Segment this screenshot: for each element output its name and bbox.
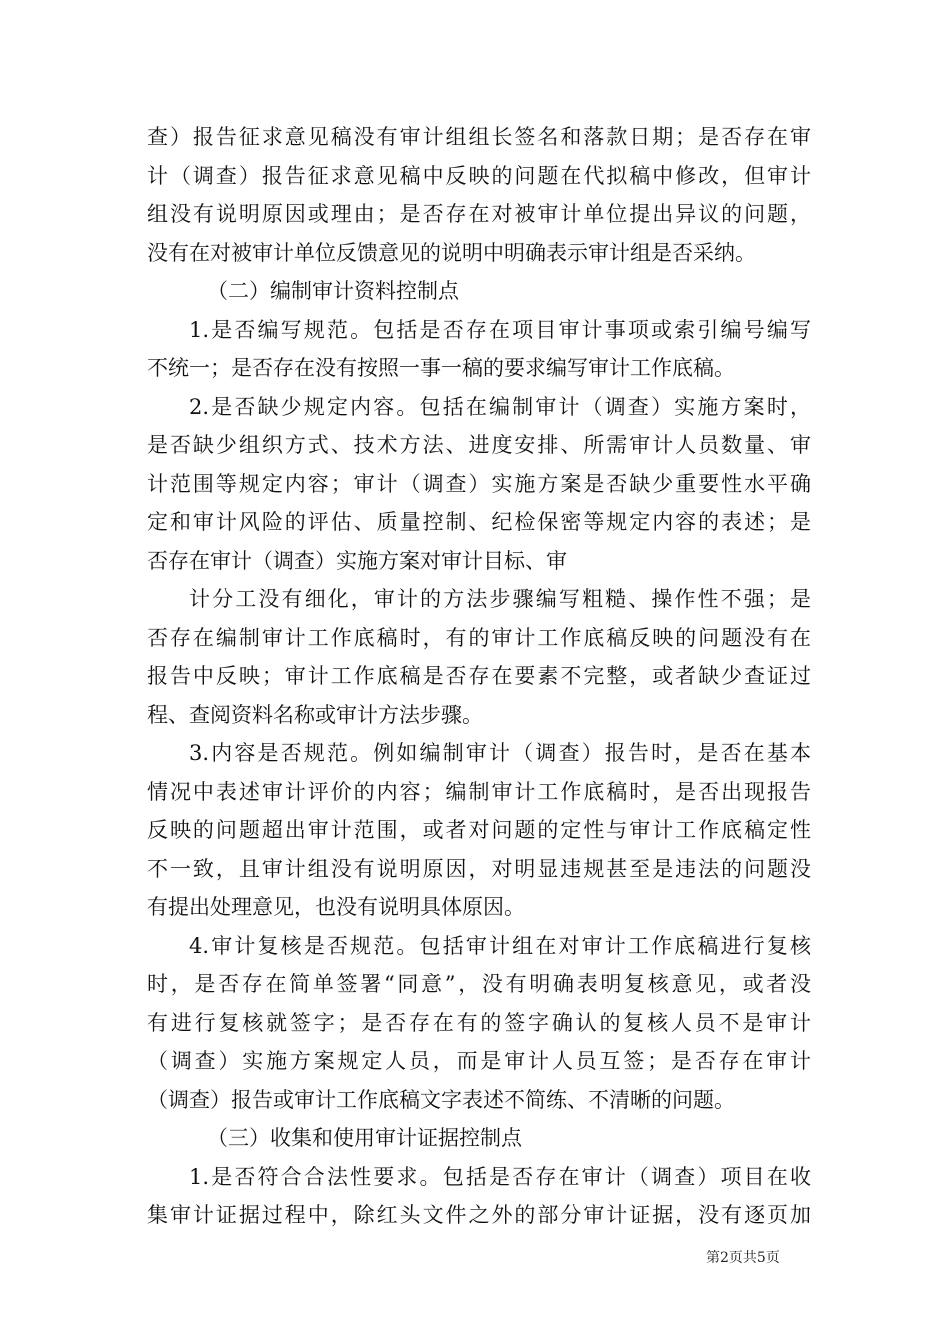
text-line: 计（调查）报告征求意见稿中反映的问题在代拟稿中修改，但审计 xyxy=(147,163,811,188)
page-number: 第2页共5页 xyxy=(706,1250,780,1266)
text-line: 集审计证据过程中，除红头文件之外的部分审计证据，没有逐页加 xyxy=(147,1203,811,1227)
text-line: 3.内容是否规范。例如编制审计（调查）报告时，是否在基本 xyxy=(189,741,811,765)
text-line: 定和审计风险的评估、质量控制、纪检保密等规定内容的表述；是 xyxy=(147,510,811,534)
section-heading: （三）收集和使用审计证据控制点 xyxy=(207,1126,522,1150)
text-line: 不统一；是否存在没有按照一事一稿的要求编写审计工作底稿。 xyxy=(147,356,735,380)
text-line: （调查）实施方案规定人员，而是审计人员互签；是否存在审计 xyxy=(147,1049,811,1073)
section-heading: （二）编制审计资料控制点 xyxy=(207,279,459,303)
text-line: 1.是否编写规范。包括是否存在项目审计事项或索引编号编写 xyxy=(189,317,811,342)
text-line: 1.是否符合合法性要求。包括是否存在审计（调查）项目在收 xyxy=(189,1164,811,1189)
text-line: 2.是否缺少规定内容。包括在编制审计（调查）实施方案时， xyxy=(189,394,811,419)
text-line: 组没有说明原因或理由；是否存在对被审计单位提出异议的问题， xyxy=(147,202,811,226)
text-line: 有进行复核就签字；是否存在有的签字确认的复核人员不是审计 xyxy=(147,1010,811,1035)
text-line: 否存在编制审计工作底稿时，有的审计工作底稿反映的问题没有在 xyxy=(147,625,811,650)
text-line: 反映的问题超出审计范围，或者对问题的定性与审计工作底稿定性 xyxy=(147,818,811,842)
text-line: 计分工没有细化，审计的方法步骤编写粗糙、操作性不强；是 xyxy=(189,587,811,611)
text-line: 查）报告征求意见稿没有审计组组长签名和落款日期；是否存在审 xyxy=(147,125,811,149)
body-text xyxy=(147,118,811,1235)
text-line: 是否缺少组织方式、技术方法、进度安排、所需审计人员数量、审 xyxy=(147,433,811,457)
text-line: 不一致，且审计组没有说明原因，对明显违规甚至是违法的问题没 xyxy=(147,856,811,881)
text-line: 程、查阅资料名称或审计方法步骤。 xyxy=(147,702,483,727)
text-line: 报告中反映；审计工作底稿是否存在要素不完整，或者缺少查证过 xyxy=(147,664,811,688)
text-line: 4.审计复核是否规范。包括审计组在对审计工作底稿进行复核 xyxy=(189,933,811,958)
text-line: （调查）报告或审计工作底稿文字表述不简练、不清晰的问题。 xyxy=(147,1087,735,1112)
text-line: 否存在审计（调查）实施方案对审计目标、审 xyxy=(147,548,567,573)
text-line: 有提出处理意见，也没有说明具体原因。 xyxy=(147,895,525,919)
text-line: 情况中表述审计评价的内容；编制审计工作底稿时，是否出现报告 xyxy=(147,779,811,804)
text-line: 计范围等规定内容；审计（调查）实施方案是否缺少重要性水平确 xyxy=(147,471,811,496)
text-line: 没有在对被审计单位反馈意见的说明中明确表示审计组是否采纳。 xyxy=(147,240,756,265)
text-line: 时，是否存在简单签署“同意”，没有明确表明复核意见，或者没 xyxy=(147,972,811,996)
